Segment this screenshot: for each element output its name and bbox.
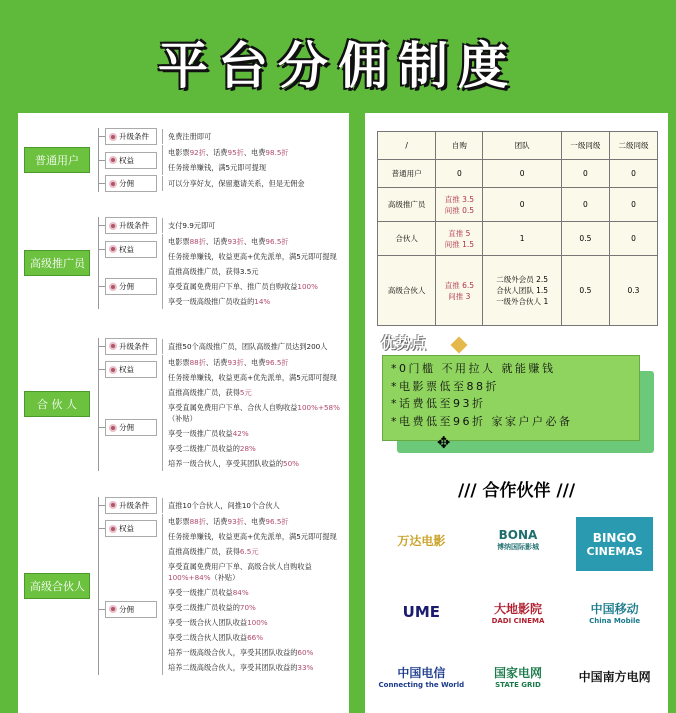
cell-line: 间推 1.5 xyxy=(444,239,475,249)
partner-logo-name: 中国移动 xyxy=(590,601,639,616)
line-text: 、话费 xyxy=(205,148,228,157)
branch-lines xyxy=(162,264,318,309)
line-text: 直推50个高级推广员，团队高级推广员达到200人 xyxy=(168,341,328,351)
partners-heading: /// 合作伙伴 /// xyxy=(457,481,576,501)
line-text: 70% xyxy=(239,602,256,612)
line-text: 6.5元 xyxy=(239,546,259,556)
advantage-item: *0门槛 不用拉人 就能赚钱 xyxy=(391,362,556,375)
branch-tag-label: 分佣 xyxy=(119,179,134,188)
cell-line: 1 xyxy=(519,234,525,243)
branch-line xyxy=(163,218,215,233)
branch-tag-label: 权益 xyxy=(119,155,134,165)
table-row xyxy=(378,188,658,222)
table-cell xyxy=(483,160,561,188)
line-text: 任务接单赚钱，收益更高+优先派单，满5元即可提现 xyxy=(168,372,337,382)
line-text: 享受二级推广员收益的 xyxy=(168,443,240,453)
cell-line: 高级推广员 xyxy=(387,200,426,209)
line-text: 93折 xyxy=(227,516,244,526)
branch-line xyxy=(163,129,211,144)
branch-group xyxy=(99,145,305,175)
table-cell xyxy=(609,160,657,188)
branch-lines xyxy=(162,544,345,675)
branch-group xyxy=(99,355,345,385)
cell-line: 二级外会员 2.5 xyxy=(496,275,549,284)
branch-tag-label: 分佣 xyxy=(119,604,134,614)
branch-groups xyxy=(98,128,305,192)
partner-logo-name: UME xyxy=(402,603,440,621)
cell-line: 0 xyxy=(631,234,636,243)
partner-logo xyxy=(470,585,567,639)
line-text: 66% xyxy=(247,632,264,642)
branch-lines xyxy=(162,385,345,471)
branch-tag-label: 权益 xyxy=(119,524,134,533)
line-text: 88折 xyxy=(189,237,206,246)
cell-line: 0 xyxy=(456,169,462,178)
line-text: 享受直属免费用户下单、合伙人自购收益 xyxy=(168,402,298,412)
line-text: 支付9.9元即可 xyxy=(168,221,216,230)
cell-line: 间推 0.5 xyxy=(444,205,475,215)
branch-group xyxy=(99,264,337,309)
table-header: 一级同级 xyxy=(561,132,609,160)
line-text: 28% xyxy=(239,443,256,453)
branch-line xyxy=(163,234,337,249)
partner-logo-sub: Connecting the World xyxy=(378,680,465,689)
line-text: 100% xyxy=(247,617,268,627)
cell-line: 间推 3 xyxy=(448,291,471,301)
line-text: 、话费 xyxy=(205,237,228,246)
branch-tag xyxy=(105,601,157,618)
line-text: 任务接单赚钱，收益更高+优先派单，满5元即可提现 xyxy=(168,531,337,541)
line-text: 享受一级推广员收益 xyxy=(168,428,233,438)
branch-line xyxy=(163,660,345,675)
branch-lines xyxy=(162,339,327,354)
bullet-icon xyxy=(109,525,117,533)
table-header: 团队 xyxy=(483,132,561,160)
line-text: 100% xyxy=(297,282,318,291)
branch-group xyxy=(99,544,345,675)
line-text: 33% xyxy=(297,662,314,672)
branch-line xyxy=(163,339,327,354)
line-text: 88折 xyxy=(189,357,206,367)
cell-line: 高级合伙人 xyxy=(387,286,426,295)
partner-logo-name: BINGO xyxy=(592,530,637,545)
level-label: 合 伙 人 xyxy=(24,391,90,417)
line-text: 电影票 xyxy=(168,237,190,246)
branch-tag xyxy=(105,520,157,537)
line-text: 培养一级高级合伙人，享受其团队收益的 xyxy=(168,647,298,657)
line-text: 享受二级推广员收益的 xyxy=(168,602,240,612)
table-cell xyxy=(609,188,657,222)
cell-line: 0 xyxy=(583,200,588,209)
mindmap-section xyxy=(24,119,345,201)
branch-line xyxy=(163,355,337,370)
table-cell xyxy=(378,188,436,222)
branch-line xyxy=(163,294,318,309)
cell-line: 0.5 xyxy=(579,286,592,295)
bullet-icon xyxy=(109,424,117,432)
branch-line xyxy=(163,441,345,456)
line-text: 电影票 xyxy=(168,516,190,526)
partner-logo-sub: STATE GRID xyxy=(495,680,541,689)
line-text: 电影票 xyxy=(168,148,190,157)
table-header: 二级同级 xyxy=(609,132,657,160)
cell-line: 0 xyxy=(631,200,636,209)
line-text: 享受一级合伙人团队收益 xyxy=(168,617,248,627)
branch-lines xyxy=(162,176,305,191)
branch-lines xyxy=(162,218,215,233)
line-text: （补贴） xyxy=(210,572,240,582)
cell-line: 合伙人 xyxy=(395,234,418,243)
cell-line: 普通用户 xyxy=(391,169,422,178)
branch-tag xyxy=(105,241,157,258)
table-cell xyxy=(436,222,483,256)
partner-logo xyxy=(373,585,470,639)
line-text: 电影票 xyxy=(168,357,190,367)
branch-line xyxy=(163,456,345,471)
cell-line: 直推 5 xyxy=(448,228,471,238)
table-cell xyxy=(436,188,483,222)
partner-logo xyxy=(566,585,663,639)
mindmap-section xyxy=(24,483,345,688)
line-text: 42% xyxy=(232,428,249,438)
line-text: （补贴） xyxy=(168,413,197,423)
partner-logo-sub: 博纳国际影城 xyxy=(496,543,539,551)
line-text: 、话费 xyxy=(205,516,228,526)
line-text: 95折 xyxy=(227,148,244,157)
level-label: 高级推广员 xyxy=(24,250,90,276)
partner-logo-name: 中国南方电网 xyxy=(578,669,651,684)
line-text: 93折 xyxy=(227,237,244,246)
table-cell xyxy=(436,160,483,188)
branch-tag-label: 升级条件 xyxy=(119,221,149,230)
branch-tag-label: 权益 xyxy=(119,244,134,254)
table-cell xyxy=(561,256,609,326)
branch-tag xyxy=(105,128,157,145)
bullet-icon xyxy=(109,133,117,141)
branch-groups xyxy=(98,338,345,471)
line-text: 、电费 xyxy=(243,516,266,526)
mindmap-section xyxy=(24,325,345,483)
mindmap-section xyxy=(24,201,345,325)
branch-group xyxy=(99,338,345,355)
advantages-box xyxy=(382,355,640,441)
line-text: 任务接单赚钱，满5元即可提现 xyxy=(168,163,267,172)
branch-group xyxy=(99,128,305,145)
bullet-icon xyxy=(109,366,117,374)
table-cell xyxy=(378,256,436,326)
branch-tag-label: 升级条件 xyxy=(119,132,149,141)
partner-logo xyxy=(566,649,663,703)
commission-table xyxy=(377,131,658,326)
partner-logo xyxy=(470,513,567,567)
branch-line xyxy=(163,264,318,279)
branch-group xyxy=(99,385,345,471)
branch-group xyxy=(99,175,305,192)
line-text: 直推高级推广员，获得3.5元 xyxy=(168,267,259,276)
branch-line xyxy=(163,370,337,385)
info-panel xyxy=(365,113,668,713)
branch-lines xyxy=(162,145,289,175)
branch-groups xyxy=(98,217,337,309)
table-cell xyxy=(609,256,657,326)
branch-tag-label: 分佣 xyxy=(119,282,134,291)
branch-line xyxy=(163,400,345,426)
branch-line xyxy=(163,176,305,191)
line-text: 直推高级推广员，获得 xyxy=(168,387,240,397)
partner-logo-name: 大地影院 xyxy=(493,601,542,616)
branch-line xyxy=(163,160,289,175)
branch-tag-label: 权益 xyxy=(119,365,134,374)
line-text: 50% xyxy=(283,458,299,468)
partner-logo xyxy=(470,649,567,703)
line-text: 98.5折 xyxy=(265,148,289,157)
line-text: 、电费 xyxy=(243,148,266,157)
line-text: 100%+58% xyxy=(297,402,340,412)
table-row xyxy=(378,256,658,326)
table-cell xyxy=(561,222,609,256)
cell-line: 直推 3.5 xyxy=(444,194,475,204)
line-text: 享受一级推广员收益 xyxy=(168,587,233,597)
branch-group xyxy=(99,497,345,514)
branch-tag xyxy=(105,175,157,192)
line-text: 、电费 xyxy=(243,237,266,246)
branch-line xyxy=(163,559,345,585)
move-cursor-icon: ✥ xyxy=(437,433,451,452)
partner-logos xyxy=(373,513,663,703)
branch-tag xyxy=(105,497,157,514)
branch-line xyxy=(163,630,345,645)
branch-line xyxy=(163,600,345,615)
table-header-row xyxy=(378,132,658,160)
branch-lines xyxy=(162,514,337,544)
partner-logo xyxy=(373,513,470,567)
cell-line: 0 xyxy=(519,169,525,178)
branch-line xyxy=(163,426,345,441)
table-cell xyxy=(483,256,561,326)
page-title: 平台分佣制度 xyxy=(158,37,518,95)
branch-lines xyxy=(162,355,337,385)
branch-line xyxy=(163,514,337,529)
line-text: 、话费 xyxy=(205,357,228,367)
line-text: 培养一级合伙人，享受其团队收益的 xyxy=(168,458,284,468)
branch-line xyxy=(163,615,345,630)
cell-line: 一级外合伙人 1 xyxy=(496,297,549,306)
table-cell xyxy=(483,188,561,222)
line-text: 84% xyxy=(232,587,249,597)
advantage-item: *电影票低至88折 xyxy=(391,379,499,393)
bullet-icon xyxy=(109,222,117,230)
bullet-icon xyxy=(109,342,117,350)
table-cell xyxy=(378,222,436,256)
level-label: 普通用户 xyxy=(24,147,90,173)
branch-group xyxy=(99,234,337,264)
bullet-icon xyxy=(109,501,117,509)
table-cell xyxy=(561,188,609,222)
branch-lines xyxy=(162,498,280,513)
table-cell xyxy=(436,256,483,326)
branch-line xyxy=(163,645,345,660)
line-text: 14% xyxy=(254,297,271,306)
branch-tag-label: 分佣 xyxy=(119,423,134,432)
branch-line xyxy=(163,385,345,400)
line-text: 60% xyxy=(297,647,314,657)
branch-group xyxy=(99,514,345,544)
line-text: 5元 xyxy=(239,387,252,397)
table-row xyxy=(378,160,658,188)
partner-logo-sub: CINEMAS xyxy=(586,544,643,558)
branch-tag xyxy=(105,338,157,355)
cell-line: 0.3 xyxy=(627,286,640,295)
partner-logo-name: BONA xyxy=(498,528,538,542)
branch-line xyxy=(163,249,337,264)
cell-line: 0 xyxy=(631,169,636,178)
branch-groups xyxy=(98,497,345,675)
line-text: 可以分享好友，保留邀请关系，但是无佣金 xyxy=(168,179,305,188)
line-text: 享受直属免费用户下单、推广员自购收益 xyxy=(168,282,298,291)
partner-logo-sub: China Mobile xyxy=(589,616,641,625)
cell-line: 0 xyxy=(583,169,588,178)
cell-line: 直推 6.5 xyxy=(444,280,475,290)
partner-logo xyxy=(576,517,653,571)
advantage-item: *电费低至96折 家家户户必备 xyxy=(391,414,573,428)
line-text: 培养二级高级合伙人，享受其团队收益的 xyxy=(168,662,298,672)
table-row xyxy=(378,222,658,256)
line-text: 享受二级合伙人团队收益 xyxy=(168,632,248,642)
line-text: 88折 xyxy=(189,516,206,526)
branch-line xyxy=(163,145,289,160)
bullet-icon xyxy=(109,180,117,188)
cell-line: 0.5 xyxy=(579,234,592,243)
branch-group xyxy=(99,217,337,234)
line-text: 直推10个合伙人，间推10个合伙人 xyxy=(168,500,280,510)
branch-lines xyxy=(162,234,337,264)
cell-line: 0 xyxy=(519,200,525,209)
line-text: 免费注册即可 xyxy=(168,132,212,141)
branch-tag xyxy=(105,152,157,169)
line-text: 96.5折 xyxy=(265,516,289,526)
bullet-icon xyxy=(109,156,117,164)
branch-line xyxy=(163,279,318,294)
line-text: 96.5折 xyxy=(265,237,289,246)
branch-line xyxy=(163,544,345,559)
branch-tag xyxy=(105,278,157,295)
line-text: 任务接单赚钱，收益更高+优先派单，满5元即可提现 xyxy=(168,252,337,261)
branch-line xyxy=(163,529,337,544)
line-text: 直推高级推广员，获得 xyxy=(168,546,240,556)
branch-lines xyxy=(162,129,211,144)
line-text: 享受一级高级推广员收益的 xyxy=(168,297,255,306)
branch-line xyxy=(163,585,345,600)
partner-logo-sub: DADI CINEMA xyxy=(491,616,545,625)
line-text: 100%+84% xyxy=(168,572,211,582)
mindmap-panel xyxy=(18,113,349,713)
table-cell xyxy=(609,222,657,256)
branch-tag xyxy=(105,361,157,378)
bullet-icon xyxy=(109,245,117,253)
line-text: 享受直属免费用户下单、高级合伙人自购收益 xyxy=(168,561,312,571)
line-text: 96.5折 xyxy=(265,357,289,367)
table-cell xyxy=(561,160,609,188)
table-cell xyxy=(483,222,561,256)
level-label: 高级合伙人 xyxy=(24,573,90,599)
partner-logo-name: 万达电影 xyxy=(397,533,446,548)
line-text: 、电费 xyxy=(243,357,266,367)
branch-tag xyxy=(105,217,157,234)
branch-line xyxy=(163,498,280,513)
advantage-item: *话费低至93折 xyxy=(391,397,486,410)
cell-line: 合伙人团队 1.5 xyxy=(496,286,549,295)
table-header: / xyxy=(378,132,436,160)
line-text: 92折 xyxy=(189,148,206,157)
bullet-icon xyxy=(109,283,117,291)
branch-tag-label: 升级条件 xyxy=(119,341,149,351)
partner-logo-name: 中国电信 xyxy=(397,665,446,680)
branch-tag xyxy=(105,419,157,436)
bullet-icon xyxy=(109,605,117,613)
table-header: 自购 xyxy=(436,132,483,160)
table-cell xyxy=(378,160,436,188)
advantages-heading: 优势点 xyxy=(381,334,427,352)
partner-logo-name: 国家电网 xyxy=(493,665,542,680)
branch-tag-label: 升级条件 xyxy=(119,500,149,510)
line-text: 93折 xyxy=(227,357,244,367)
diamond-icon xyxy=(451,337,468,354)
partner-logo xyxy=(373,649,470,703)
